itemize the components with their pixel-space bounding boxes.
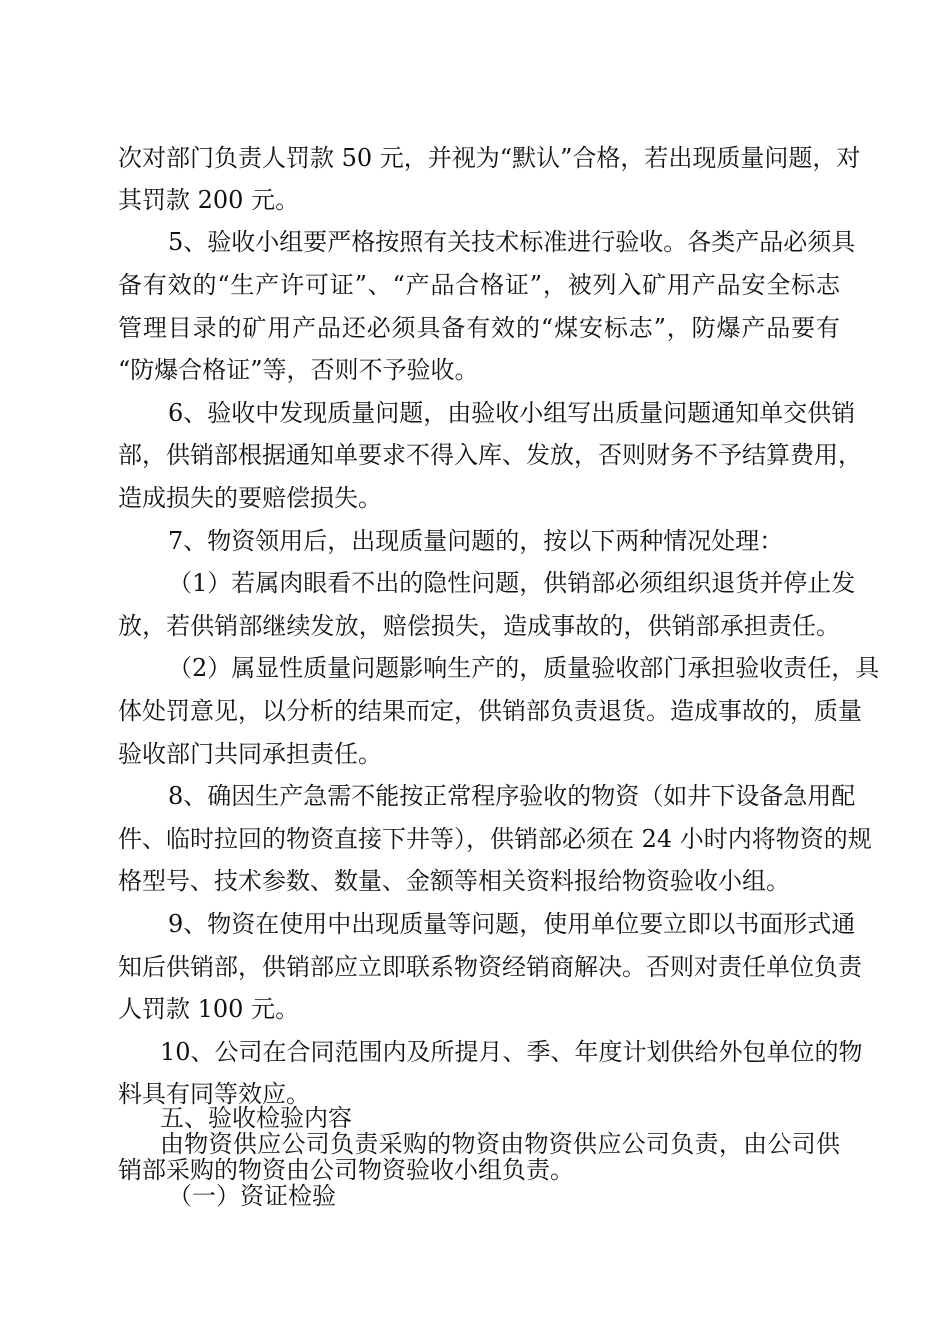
subsection-heading: （一）资证检验 — [168, 1182, 336, 1210]
text-line: 9、物资在使用中出现质量等问题，使用单位要立即以书面形式通 — [168, 910, 856, 938]
text-line: 销部采购的物资由公司物资验收小组负责。 — [118, 1156, 574, 1184]
text-line: 8、确因生产急需不能按正常程序验收的物资（如井下设备急用配 — [168, 782, 856, 810]
text-line: 备有效的“生产许可证”、“产品合格证”，被列入矿用产品安全标志 — [118, 271, 840, 299]
text-line: 人罚款 100 元。 — [118, 995, 300, 1023]
text-line: 7、物资领用后，出现质量问题的，按以下两种情况处理： — [168, 527, 784, 555]
text-line: 次对部门负责人罚款 50 元，并视为“默认”合格，若出现质量问题，对 — [118, 144, 861, 172]
text-line: 由物资供应公司负责采购的物资由物资供应公司负责，由公司供 — [160, 1130, 840, 1158]
text-line: 6、验收中发现质量问题，由验收小组写出质量问题通知单交供销 — [168, 399, 856, 427]
text-line: 放，若供销部继续发放，赔偿损失，造成事故的，供销部承担责任。 — [118, 612, 840, 640]
text-line: 知后供销部，供销部应立即联系物资经销商解决。否则对责任单位负责 — [118, 953, 862, 981]
text-line: 5、验收小组要严格按照有关技术标准进行验收。各类产品必须具 — [168, 228, 856, 256]
text-line: 体处罚意见，以分析的结果而定，供销部负责退货。造成事故的，质量 — [118, 697, 862, 725]
text-line: 管理目录的矿用产品还必须具备有效的“煤安标志”，防爆产品要有 — [118, 314, 840, 342]
text-line: 其罚款 200 元。 — [118, 186, 300, 214]
text-line: 部，供销部根据通知单要求不得入库、发放，否则财务不予结算费用， — [118, 441, 862, 469]
text-line: 料具有同等效应。 — [118, 1080, 310, 1108]
text-line: 格型号、技术参数、数量、金额等相关资料报给物资验收小组。 — [118, 867, 790, 895]
text-line: 10、公司在合同范围内及所提月、季、年度计划供给外包单位的物 — [160, 1038, 863, 1066]
text-line: （2）属显性质量问题影响生产的，质量验收部门承担验收责任，具 — [168, 654, 880, 682]
text-line: 件、临时拉回的物资直接下井等），供销部必须在 24 小时内将物资的规 — [118, 825, 872, 853]
text-line: （1）若属肉眼看不出的隐性问题，供销部必须组织退货并停止发 — [168, 569, 856, 597]
section-heading: 五、验收检验内容 — [160, 1104, 352, 1132]
text-line: 验收部门共同承担责任。 — [118, 740, 382, 768]
text-line: “防爆合格证”等，否则不予验收。 — [118, 356, 479, 384]
text-line: 造成损失的要赔偿损失。 — [118, 484, 382, 512]
